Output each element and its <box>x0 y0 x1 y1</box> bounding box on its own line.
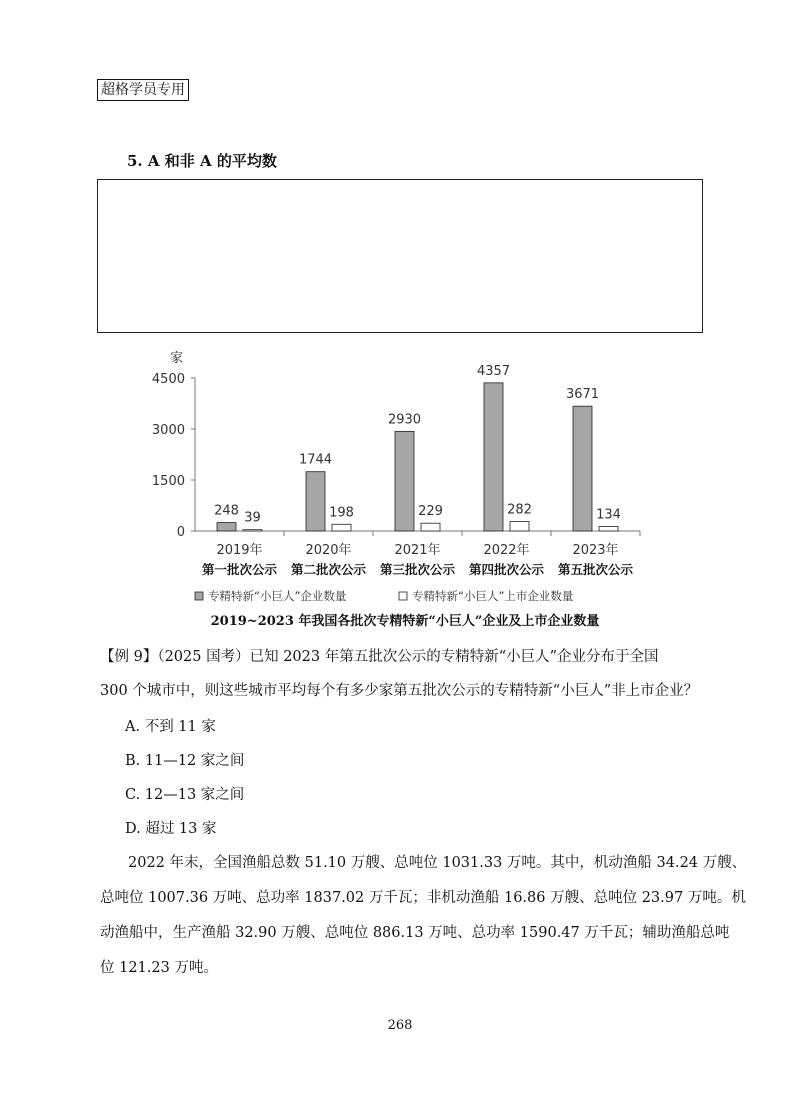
exclusive-tag: 超格学员专用 <box>97 79 189 101</box>
legend <box>195 589 573 603</box>
chart-title: 2019~2023 年我国各批次专精特新“小巨人”企业及上市企业数量 <box>210 614 600 629</box>
question-line-2: 300 个城市中，则这些城市平均每个有多少家第五批次公示的专精特新“小巨人”非上市企业？ <box>100 683 699 699</box>
option-a: A. 不到 11 家 <box>125 719 216 735</box>
passage-line-1: 2022 年末，全国渔船总数 51.10 万艘、总吨位 1031.33 万吨。其中，机动渔船 34.24 万艘、 <box>128 855 747 871</box>
x-sublabel: 第三批次公示 <box>379 562 456 577</box>
y-tick-label: 3000 <box>151 423 185 438</box>
legend-swatch-series-2 <box>399 592 407 600</box>
bar-series-2 <box>599 526 618 531</box>
bar-series-2 <box>421 523 440 531</box>
x-sublabel: 第一批次公示 <box>201 562 278 577</box>
bar-chart <box>150 340 650 640</box>
x-sublabel: 第五批次公示 <box>557 562 634 577</box>
option-b: B. 11—12 家之间 <box>125 753 245 769</box>
y-tick-label: 1500 <box>151 474 185 489</box>
bar-series-1 <box>306 472 325 531</box>
passage-line-4: 位 121.23 万吨。 <box>100 960 218 976</box>
x-sublabel: 第二批次公示 <box>290 562 367 577</box>
y-tick-label: 0 <box>176 525 185 540</box>
bar-series-2 <box>510 521 529 531</box>
x-sublabel: 第四批次公示 <box>468 562 545 577</box>
legend-label-series-2: 专精特新“小巨人”上市企业数量 <box>412 589 574 603</box>
bar-series-1 <box>484 383 503 531</box>
option-d: D. 超过 13 家 <box>125 821 217 837</box>
x-tick-label: 2021年 <box>394 543 441 558</box>
bar-value-label: 248 <box>214 503 239 519</box>
bar-value-label: 229 <box>418 504 443 520</box>
legend-label-series-1: 专精特新“小巨人”企业数量 <box>208 589 347 603</box>
y-axis-label: 家 <box>170 351 184 366</box>
question-line-1: 【例 9】（2025 国考）已知 2023 年第五批次公示的专精特新“小巨人”企业分布于全国 <box>100 649 659 665</box>
x-tick-label: 2022年 <box>483 543 530 558</box>
bar-value-label: 282 <box>507 502 532 518</box>
bar-value-label: 3671 <box>565 387 600 403</box>
passage-line-3: 动渔船中，生产渔船 32.90 万艘、总吨位 886.13 万吨、总功率 1590.47 万千瓦；辅助渔船总吨 <box>100 925 730 941</box>
bar-value-label: 134 <box>596 507 621 523</box>
bar-series-1 <box>217 523 236 531</box>
x-tick-label: 2023年 <box>572 543 619 558</box>
bar-value-label: 1744 <box>298 452 333 468</box>
bar-value-label: 39 <box>244 510 261 526</box>
option-c: C. 12—13 家之间 <box>125 787 245 803</box>
note-box <box>97 179 703 333</box>
bar-series-2 <box>243 530 262 531</box>
bar-value-label: 198 <box>329 505 354 521</box>
legend-swatch-series-1 <box>195 592 203 600</box>
y-tick-label: 4500 <box>151 372 185 387</box>
page-number: 268 <box>387 1018 413 1033</box>
section-heading: 5. A 和非 A 的平均数 <box>127 152 277 170</box>
bar-series-2 <box>332 524 351 531</box>
bar-value-label: 2930 <box>387 412 422 428</box>
x-tick-label: 2019年 <box>216 543 263 558</box>
bar-value-label: 4357 <box>476 363 511 379</box>
bar-series-1 <box>573 406 592 531</box>
bar-series-1 <box>395 431 414 531</box>
passage-line-2: 总吨位 1007.36 万吨、总功率 1837.02 万千瓦；非机动渔船 16.86 万艘、总吨位 23.97 万吨。机 <box>100 890 746 906</box>
x-tick-label: 2020年 <box>305 543 352 558</box>
